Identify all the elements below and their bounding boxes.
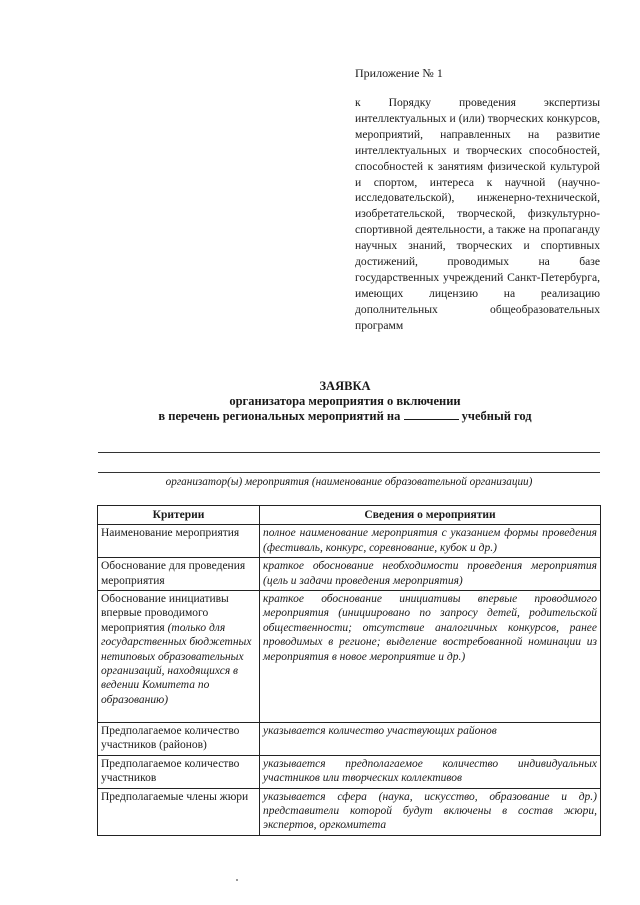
info-cell: указывается предполагаемое количество индивидуальных участников или творческих коллективов [260,755,601,788]
info-cell: краткое обоснование инициативы впервые проводимого мероприятия (инициировано по запросу детей, родительской общественности; отсутствие аналогичных конкурсов, ранее проводимых в регионе; выделение востребованной номинации из мероприятия в новое мероприятие и др.) [260,591,601,723]
column-header-event-info: Сведения о мероприятии [260,506,601,525]
table-row [98,723,601,756]
document-subtitle-year-line [90,409,600,424]
organizer-caption: организатор(ы) мероприятия (наименование образовательной организации) [165,476,533,488]
year-line-suffix: учебный год [461,409,532,423]
scan-speck [236,879,238,881]
year-blank-field[interactable] [404,409,459,420]
criterion-note: (только для государственных бюджетных нетиповых образовательных организаций, находящихся в ведении Комитета по образованию) [101,621,252,706]
criteria-table [97,505,601,836]
organizer-fill-line-2[interactable] [98,472,600,473]
table-row [98,591,601,723]
document-title: ЗАЯВКА [319,379,371,393]
year-line-prefix: в перечень региональных мероприятий на [158,409,401,423]
info-cell: указывается количество участвующих районов [260,723,601,756]
criterion-cell: Наименование мероприятия [98,525,260,558]
criterion-cell: Предполагаемое количество участников [98,755,260,788]
table-row [98,525,601,558]
table-row [98,558,601,591]
appendix-reference: к Порядку проведения экспертизы интеллектуальных и (или) творческих конкурсов, мероприятий, направленных на развитие интеллектуальных и творческих способностей, способностей к занятиям физической культурой и спортом, интереса к научной (научно-исследовательской), инженерно-технической, изобретательской, творческой, физкультурно-спортивной деятельности, а также на пропаганду научных знаний, творческих и спортивных достижений, проводимых на базе государственных учреждений Санкт-Петербурга, имеющих лицензию на реализацию дополнительных общеобразовательных программ [355,96,600,332]
table-header-row [98,506,601,525]
table-row [98,755,601,788]
info-cell: полное наименование мероприятия с указанием формы проведения (фестиваль, конкурс, соревнование, кубок и др.) [260,525,601,558]
criterion-cell: Предполагаемое количество участников (районов) [98,723,260,756]
column-header-criteria: Критерии [98,506,260,525]
criterion-text: Обоснование инициативы впервые проводимого мероприятия [101,593,229,634]
document-subtitle: организатора мероприятия о включении [229,394,461,408]
organizer-fill-line-1[interactable] [98,452,600,453]
criterion-cell: Обоснование для проведения мероприятия [98,558,260,591]
criterion-cell [98,591,260,723]
table-row [98,788,601,835]
criterion-cell: Предполагаемые члены жюри [98,788,260,835]
appendix-title: Приложение № 1 [355,66,443,80]
info-cell: краткое обоснование необходимости проведения мероприятия (цель и задачи проведения мероприятия) [260,558,601,591]
info-cell: указывается сфера (наука, искусство, образование и др.) представители которой будут включены в состав жюри, экспертов, оргкомитета [260,788,601,835]
